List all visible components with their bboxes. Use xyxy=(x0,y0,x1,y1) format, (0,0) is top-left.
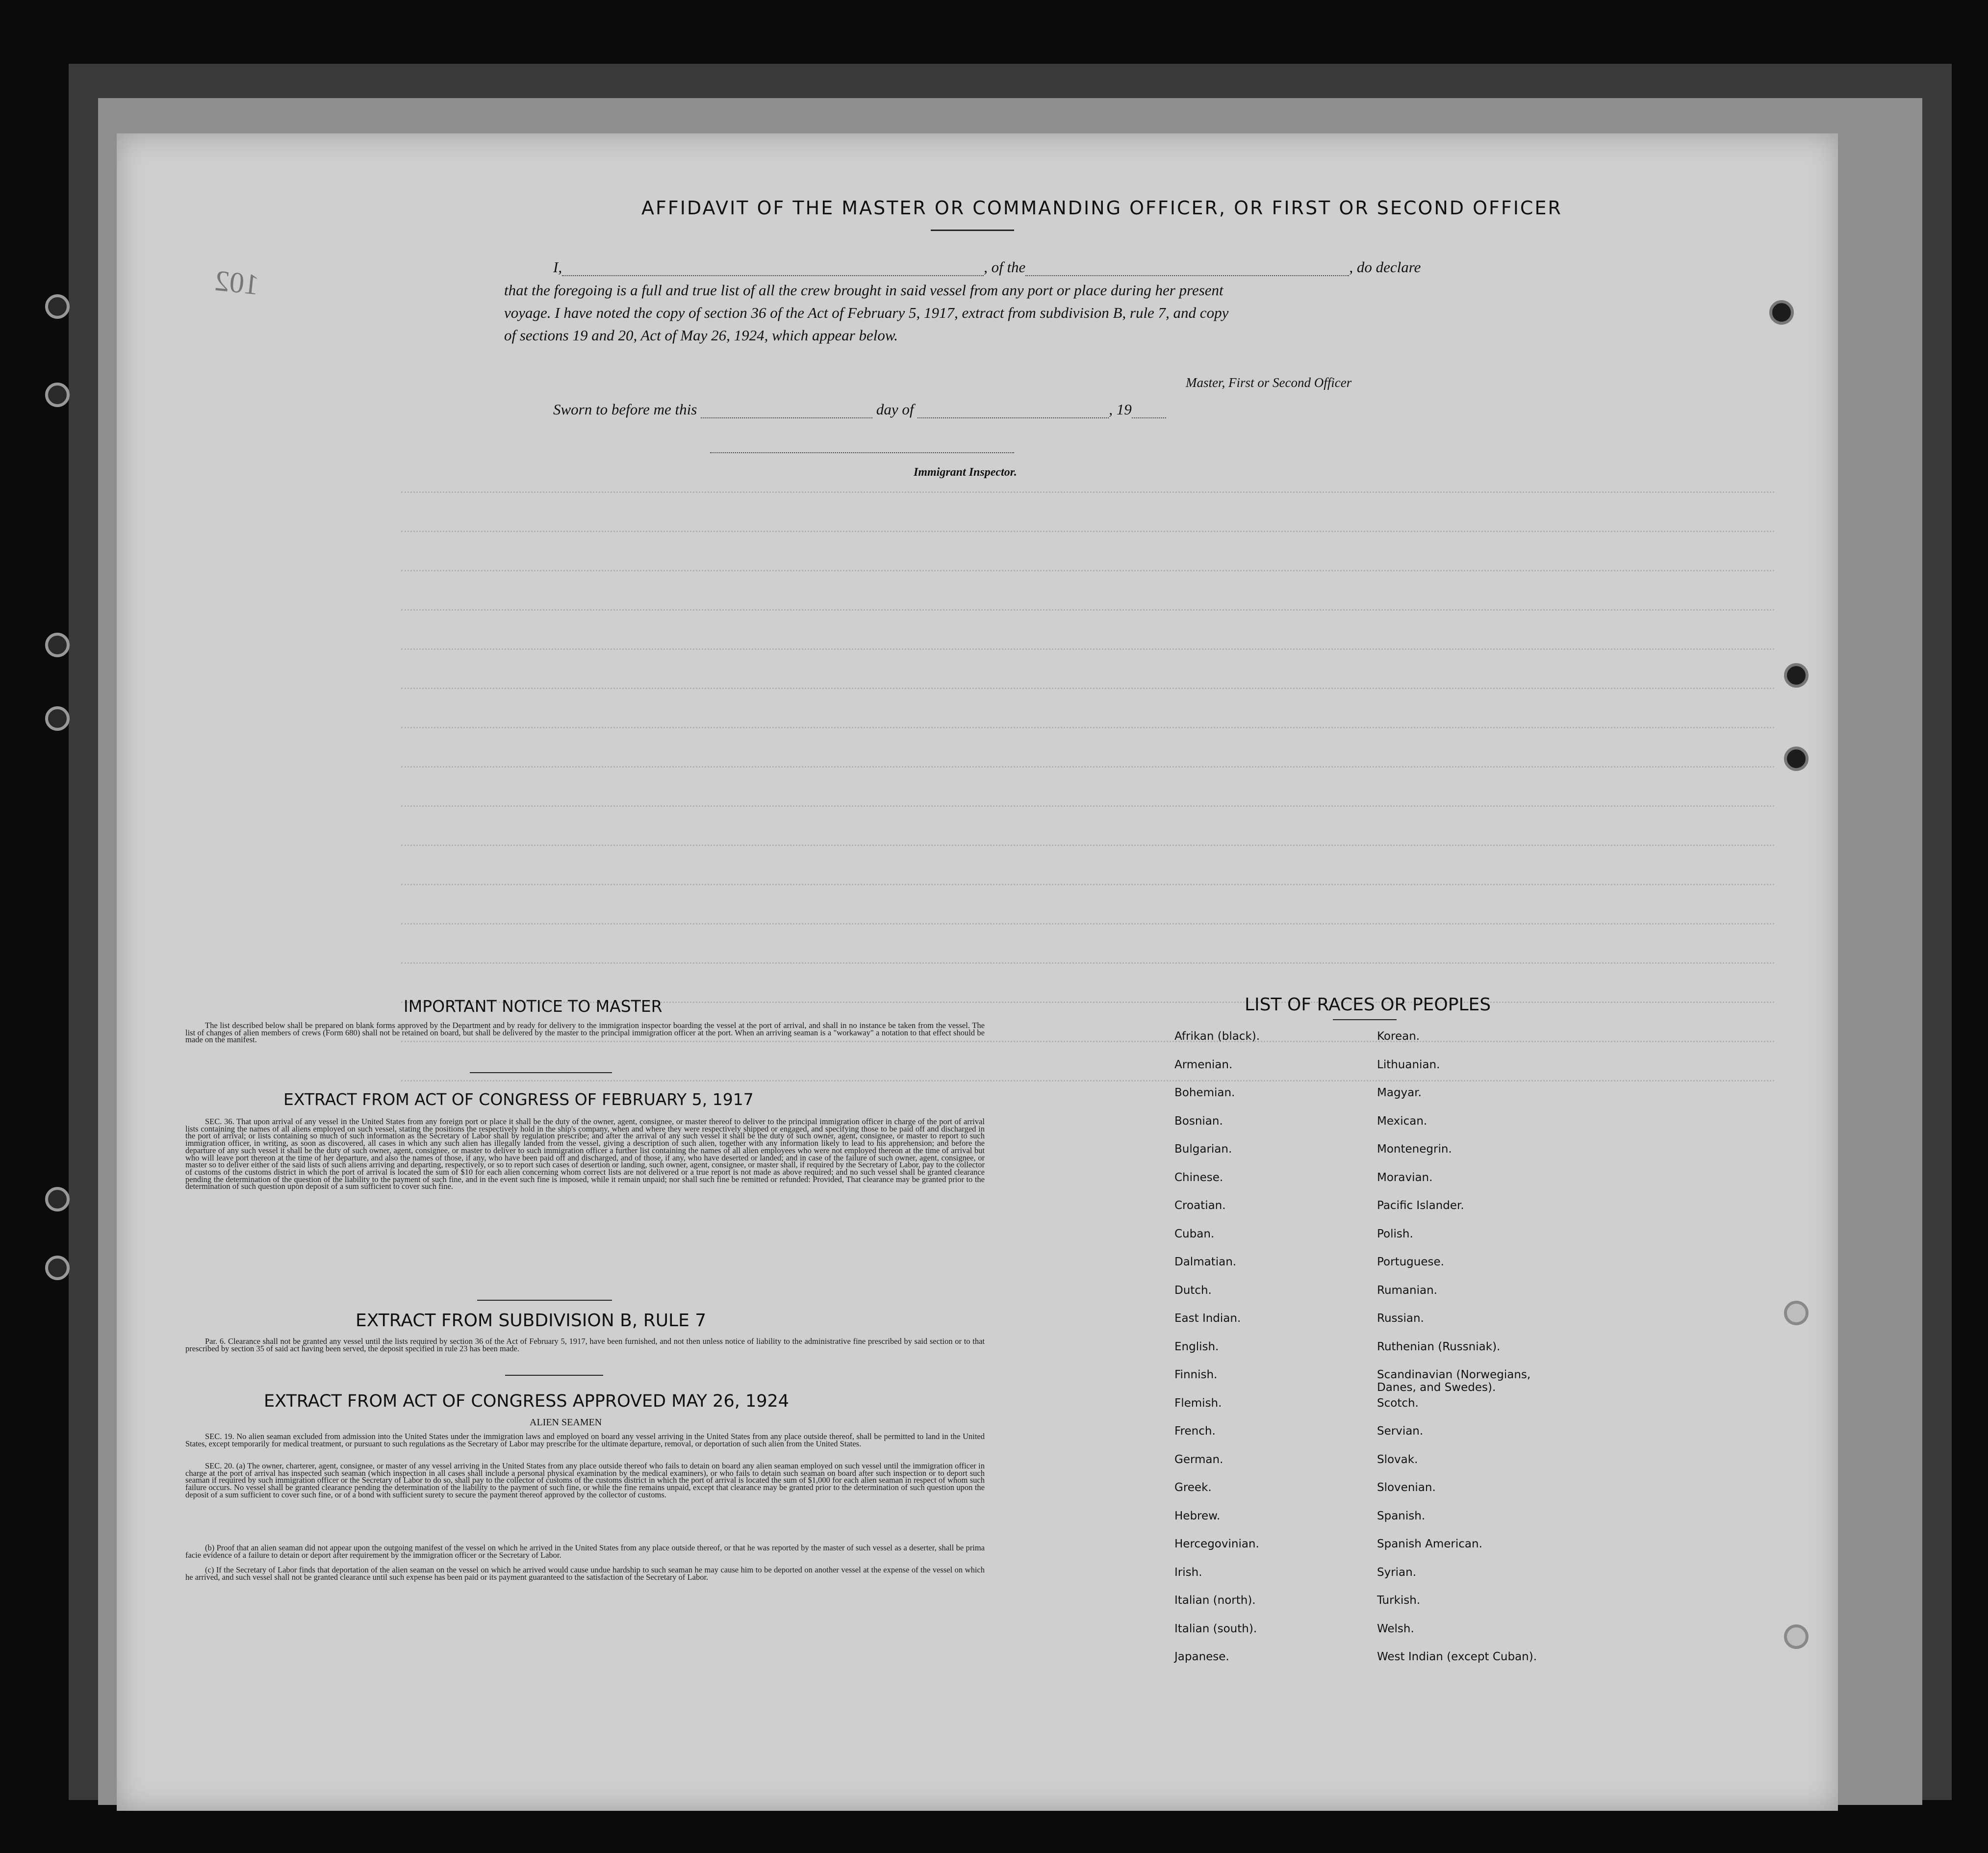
race-item: Bulgarian. xyxy=(1174,1143,1232,1156)
race-item: Moravian. xyxy=(1377,1171,1433,1184)
punch-hole-icon xyxy=(1784,1624,1809,1649)
sworn-line: Sworn to before me this day of , 19 xyxy=(553,401,1166,418)
binder-hole-icon xyxy=(45,1256,70,1280)
race-item: Italian (south). xyxy=(1174,1622,1257,1635)
affidavit-line-1: I, , of the , do declare xyxy=(553,258,1421,276)
title-underline xyxy=(931,230,1014,231)
race-item: Croatian. xyxy=(1174,1199,1226,1212)
race-item: Slovak. xyxy=(1377,1453,1418,1466)
race-item: Scotch. xyxy=(1377,1396,1419,1410)
punch-hole-icon xyxy=(1784,663,1809,688)
race-item: Chinese. xyxy=(1174,1171,1223,1184)
extract-1924-sec19: SEC. 19. No alien seaman excluded from admission into the United States under the immigration laws and employed on board any vessel arriving in the United States from any place outside thereof, shall be permitted to land in the United States, except temporarily for medical treatment, or pursuant to such regulations as the Secretary of Labor may prescribe for the ultimate departure, removal, or deportation of such alien from the United States. xyxy=(185,1432,985,1448)
binder-hole-icon xyxy=(45,633,70,657)
binder-hole-icon xyxy=(45,383,70,407)
race-item: Rumanian. xyxy=(1377,1284,1437,1297)
race-item: Pacific Islander. xyxy=(1377,1199,1464,1212)
affidavit-line-4: of sections 19 and 20, Act of May 26, 1924, which appear below. xyxy=(504,327,898,344)
binder-hole-icon xyxy=(45,294,70,319)
race-item: Afrikan (black). xyxy=(1174,1030,1260,1043)
race-item: Scandinavian (Norwegians, Danes, and Swedes). xyxy=(1377,1368,1531,1394)
signature-line-label: Master, First or Second Officer xyxy=(1186,375,1352,390)
extract-1924-subtitle: ALIEN SEAMEN xyxy=(530,1417,602,1428)
race-item: Japanese. xyxy=(1174,1650,1229,1663)
race-item: Greek. xyxy=(1174,1481,1212,1494)
race-item: Hebrew. xyxy=(1174,1509,1221,1522)
race-item: Lithuanian. xyxy=(1377,1058,1440,1071)
race-item: Magyar. xyxy=(1377,1086,1422,1099)
race-item: Armenian. xyxy=(1174,1058,1233,1071)
affidavit-page xyxy=(117,133,1838,1811)
inspector-label: Immigrant Inspector. xyxy=(914,466,1017,479)
race-item: Spanish. xyxy=(1377,1509,1426,1522)
race-item: Spanish American. xyxy=(1377,1538,1482,1550)
punch-hole-icon xyxy=(1784,746,1809,771)
inspector-signature-line xyxy=(710,452,1014,453)
race-item: Montenegrin. xyxy=(1377,1143,1452,1156)
affidavit-line-2: that the foregoing is a full and true list of all the crew brought in said vessel from any port or place during her present xyxy=(504,282,1223,299)
extract-1924-sec20c: (c) If the Secretary of Labor finds that deportation of the alien seaman on the vessel on which he arrived would cause undue hardship to such seaman he may cause him to be deported on another vessel at the expense of the vessel on which he arrived, and such vessel shall not be granted clearance until such expense has been paid or its payment guaranteed to the satisfaction of the Secretary of Labor. xyxy=(185,1565,985,1582)
divider xyxy=(477,1300,612,1301)
race-item: Korean. xyxy=(1377,1030,1420,1043)
races-right-column xyxy=(1377,1030,1583,1679)
binder-hole-icon xyxy=(45,1187,70,1211)
race-item: Welsh. xyxy=(1377,1622,1414,1635)
race-item: Italian (north). xyxy=(1174,1594,1256,1607)
race-item: Servian. xyxy=(1377,1425,1424,1438)
race-item: Dalmatian. xyxy=(1174,1256,1237,1268)
extract-rule7-body: Par. 6. Clearance shall not be granted any vessel until the lists required by section 36 of the Act of February 5, 1917, have been furnished, and not then unless notice of liability to the administrative fine prescribed by said section or to that prescribed by section 35 of said act having been served, the deposit specified in rule 23 has been made. xyxy=(185,1337,985,1353)
race-item: East Indian. xyxy=(1174,1312,1241,1325)
extract-1917-body: SEC. 36. That upon arrival of any vessel in the United States from any foreign port or place it shall be the duty of the owner, agent, consignee, or master thereof to deliver to the principal immigration officer in charge of the port of arrival lists containing the names of all aliens employed on such vessel, stating the positions the respectively hold in the ship's company, when and where they were respectively shipped or engaged, and specifying those to be paid off and discharged in the port of arrival; or lists containing so much of such information as the Secretary of Labor shall by regulation prescribe; and after the arrival of any such vessel it shall be the duty of such owner, agent, consignee, or master to report to such immigration officer, in writing, as soon as discovered, all cases in which any such alien has illegally landed from the vessel, giving a description of such alien, together with any information likely to lead to his apprehension; and before the departure of any such vessel it shall be the duty of such owner, agent, consignee, or master to deliver to such immigration officer a further list containing the names of all alien employees who were not employed thereon at the time of arrival but who will leave port thereon at the time of her departure, and also the names of those, if any, who have been paid off and discharged, and of those, if any, who have deserted or landed; and in case of the failure of such owner, agent, consignee, or master so to deliver either of the said lists of such aliens arriving and departing, respectively, or so to report such cases of desertion or landing, such owner, agent, consignee, or master shall, if required by the Secretary of Labor, pay to the collector of customs of the customs district in which the port of arrival is located the sum of $10 for each alien concerning whom correct lists are not delivered or a true report is not made as above required; and no such vessel shall be granted clearance pending the determination of the question of the liability to the payment of such fine, and in the event such fine is imposed, while it remain unpaid; nor shall such fine be remitted or refunded: Provided, That clearance may be granted prior to the determination of such question upon deposit of a sum sufficient to cover such fine. xyxy=(185,1117,985,1191)
race-item: Dutch. xyxy=(1174,1284,1212,1297)
race-item: Cuban. xyxy=(1174,1227,1215,1240)
binder-hole-icon xyxy=(45,706,70,731)
notice-title: IMPORTANT NOTICE TO MASTER xyxy=(404,997,663,1016)
handwritten-number: 102 xyxy=(213,264,261,301)
race-item: Hercegovinian. xyxy=(1174,1538,1259,1550)
extract-1924-sec20a: SEC. 20. (a) The owner, charterer, agent, consignee, or master of any vessel arriving in the United States from any place outside thereof who fails to detain on board any alien seaman employed on such vessel until the immigration officer in charge at the port of arrival has inspected such seaman (which inspection in all cases shall include a personal physical examination by the medical examiners), or who fails to detain such seaman on board after such inspection or to deport such seaman if required by such immigration officer or the Secretary of Labor to do so, shall pay to the collector of customs of the customs district in which the port of arrival is located the sum of $1,000 for each alien seaman in respect of whom such failure occurs. No vessel shall be granted clearance pending the determination of the liability to the payment of such fine, or while the fine remains unpaid, except that clearance may be granted prior to the determination of such question upon the deposit of a sum sufficient to cover such fine, or of a bond with sufficient surety to secure the payment thereof approved by the collector of customs. xyxy=(185,1461,985,1499)
race-item: Bohemian. xyxy=(1174,1086,1235,1099)
extract-1924-title: EXTRACT FROM ACT OF CONGRESS APPROVED MAY 26, 1924 xyxy=(264,1391,790,1411)
race-item: English. xyxy=(1174,1340,1219,1353)
extract-1917-title: EXTRACT FROM ACT OF CONGRESS OF FEBRUARY 5, 1917 xyxy=(283,1090,754,1109)
extract-rule7-title: EXTRACT FROM SUBDIVISION B, RULE 7 xyxy=(356,1311,707,1331)
extract-1924-sec20b: (b) Proof that an alien seaman did not appear upon the outgoing manifest of the vessel on which he arrived in the United States from any place outside thereof, or that he was reported by the master of such vessel as a deserter, shall be prima facie evidence of a failure to detain or deport after requirement by the immigration officer or the Secretary of Labor. xyxy=(185,1543,985,1560)
race-item: Irish. xyxy=(1174,1566,1202,1579)
race-item: German. xyxy=(1174,1453,1223,1466)
race-item: Polish. xyxy=(1377,1227,1413,1240)
race-item: Finnish. xyxy=(1174,1368,1218,1381)
punch-hole-icon xyxy=(1784,1301,1809,1325)
race-item: Russian. xyxy=(1377,1312,1424,1325)
race-item: French. xyxy=(1174,1425,1216,1438)
race-item: Bosnian. xyxy=(1174,1114,1223,1128)
race-item: Slovenian. xyxy=(1377,1481,1436,1494)
divider xyxy=(470,1072,612,1073)
races-left-column xyxy=(1174,1030,1371,1679)
notice-body: The list described below shall be prepared on blank forms approved by the Department and by ready for delivery to the immigration inspector boarding the vessel at the port of arrival, and shall in no instance be taken from the vessel. The list of changes of alien members of crews (Form 680) shall not be retained on board, but shall be delivered by the master to the principal immigration officer at the port. When an arriving seaman is a "workaway" a notation to that effect should be made on the manifest. xyxy=(185,1021,985,1045)
race-item: Mexican. xyxy=(1377,1114,1427,1128)
affidavit-line-3: voyage. I have noted the copy of section 36 of the Act of February 5, 1917, extract from subdivision B, rule 7, and copy xyxy=(504,304,1229,321)
punch-hole-icon xyxy=(1769,300,1794,325)
affidavit-title: AFFIDAVIT OF THE MASTER OR COMMANDING OFFICER, OR FIRST OR SECOND OFFICER xyxy=(641,197,1562,219)
races-title-underline xyxy=(1333,1019,1397,1020)
divider xyxy=(505,1375,603,1376)
race-item: Flemish. xyxy=(1174,1396,1222,1410)
race-item: Syrian. xyxy=(1377,1566,1417,1579)
race-item: Turkish. xyxy=(1377,1594,1421,1607)
race-item: Ruthenian (Russniak). xyxy=(1377,1340,1501,1353)
races-title: LIST OF RACES OR PEOPLES xyxy=(1245,995,1491,1015)
race-item: West Indian (except Cuban). xyxy=(1377,1650,1537,1663)
race-item: Portuguese. xyxy=(1377,1256,1444,1268)
